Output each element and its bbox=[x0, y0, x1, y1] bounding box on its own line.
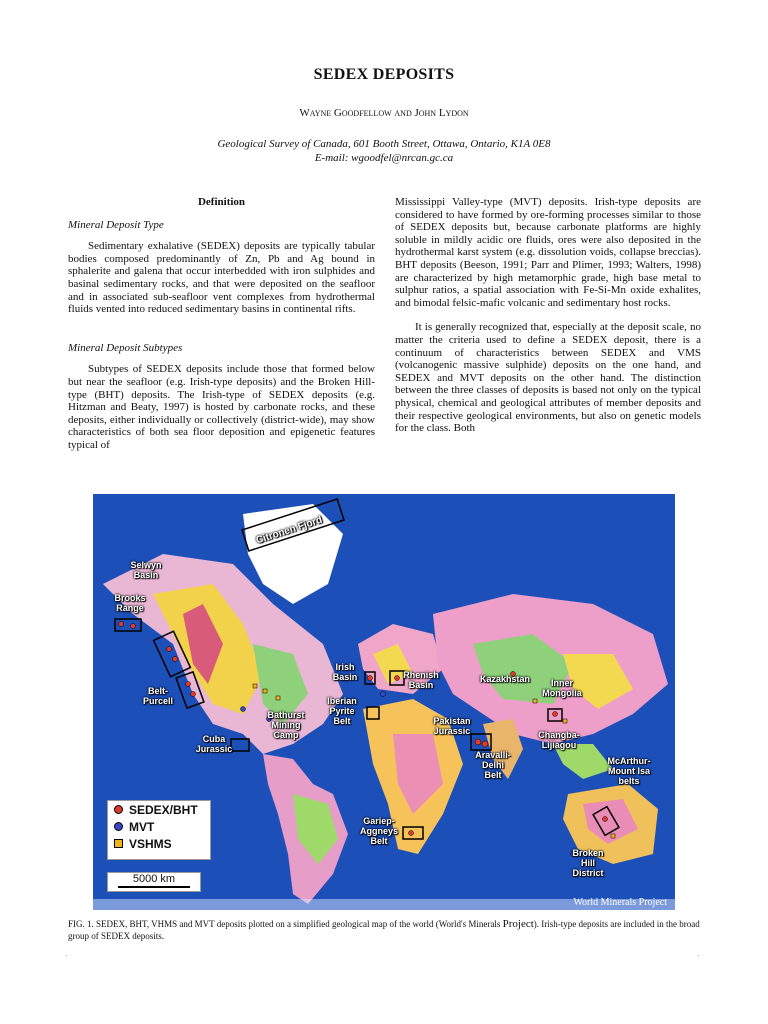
map-label-changba: Changba-Lijiagou bbox=[538, 730, 580, 750]
map-label-irish: Irish Basin bbox=[332, 662, 358, 682]
paper-title: SEDEX DEPOSITS bbox=[313, 66, 455, 83]
map-credit: World Minerals Project bbox=[573, 897, 667, 908]
map-label-bathurst: Bathurst Mining Camp bbox=[267, 710, 305, 740]
section-heading-definition: Definition bbox=[197, 196, 246, 208]
paper-authors: Wayne Goodfellow and John Lydon bbox=[299, 107, 469, 119]
page-mark-left: . bbox=[66, 952, 68, 958]
map-label-selwyn: Selwyn Basin bbox=[130, 560, 162, 580]
caption-project: Project bbox=[502, 918, 534, 930]
scale-line bbox=[118, 886, 190, 888]
caption-part1: FIG. 1. SEDEX, BHT, VHMS and MVT deposits plotted on a simplified geological map of the world (World's Minerals bbox=[68, 919, 503, 929]
map-label-broken-hill: Broken Hill District bbox=[572, 848, 604, 878]
vshms-marker-icon bbox=[114, 839, 123, 848]
paragraph-deposit-type: Sedimentary exhalative (SEDEX) deposits are typically tabular bodies composed predominantly of Zn, Pb and Ag bound in sphalerite and galena that occur interbedded with iron sulphides and basinal sedimentary rocks, and that were deposited on the seafloor and in associated sub-seafloor vent complexes from hydrothermal fluids vented into reduced sedimentary basins in continental rifts. bbox=[68, 240, 375, 316]
map-label-mcarthur: McArthur-Mount Isa belts bbox=[607, 756, 651, 786]
map-label-inner-mongolia: Inner Mongolia bbox=[542, 678, 582, 698]
sedex-marker-icon bbox=[114, 805, 123, 814]
subheading-mineral-deposit-type: Mineral Deposit Type bbox=[68, 218, 164, 231]
right-column bbox=[395, 196, 701, 447]
legend-mvt-label: MVT bbox=[129, 819, 155, 834]
map-label-kazakhstan: Kazakhstan bbox=[479, 674, 531, 684]
legend-vshms-label: VSHMS bbox=[129, 836, 172, 851]
page-mark-right: . bbox=[698, 952, 700, 958]
paper-affiliation bbox=[0, 137, 768, 165]
map-legend bbox=[107, 800, 211, 860]
paragraph-deposit-subtypes: Subtypes of SEDEX deposits include those that formed below but near the seafloor (e.g. Irish-type deposits) and the Broken Hill-type (BHT) deposits. The Irish-type of SEDEX deposits (e.g. Hitzman and Beaty, 1997) is hosted by carbonate rocks, and these deposits, either individually or collectively (district-wide), may show characteristics of both sea floor deposition and epigenetic features typical of bbox=[68, 363, 375, 451]
paragraph-mvt-continued: Mississippi Valley-type (MVT) deposits. Irish-type deposits are considered to have formed by ore-forming processes similar to those of SEDEX deposits but, because carbonate platforms are highly soluble in mildly acidic ore fluids, ores were also deposited in the hydrothermal karst system (e.g. dissolution voids, collapse breccias). BHT deposits (Beeson, 1991; Parr and Plimer, 1993; Walters, 1998) are characterized by high metamorphic grade, high base metal to sulphur ratios, a spatial association with Fe-Si-Mn oxide exhalites, and bimodal felsic-mafic volcanic and sedimentary host rocks. bbox=[395, 196, 701, 309]
map-scale-bar bbox=[107, 872, 201, 892]
legend-sedex-label: SEDEX/BHT bbox=[129, 802, 198, 817]
left-column bbox=[68, 196, 375, 464]
map-label-aravalli: Aravalli-Delhi Belt bbox=[475, 750, 511, 780]
legend-sedex bbox=[108, 801, 210, 818]
paragraph-continuum: It is generally recognized that, especially at the deposit scale, no matter the criteria used to define a SEDEX deposit, there is a continuum of characteristics between SEDEX and VMS (volcanogenic massive sulphide) deposits on the one hand, and SEDEX and MVT deposits on the other hand. The distinction between the three classes of deposits is based not only on the typical physical, chemical and geological attributes of member deposits and their respective geological environments, but also on genetic models for the class. Both bbox=[395, 321, 701, 435]
subheading-mineral-deposit-subtypes: Mineral Deposit Subtypes bbox=[68, 341, 183, 354]
affiliation-address: Geological Survey of Canada, 601 Booth Street, Ottawa, Ontario, K1A 0E8 bbox=[217, 138, 551, 150]
affiliation-email: E-mail: wgoodfel@nrcan.gc.ca bbox=[314, 152, 454, 164]
legend-vshms bbox=[108, 835, 210, 852]
scale-label: 5000 km bbox=[132, 873, 176, 885]
figure-caption bbox=[68, 919, 701, 942]
mvt-marker-icon bbox=[114, 822, 123, 831]
map-label-cuba: Cuba Jurassic bbox=[195, 734, 233, 754]
map-label-rhenish: Rhenish Basin bbox=[403, 670, 439, 690]
map-label-brooks: Brooks Range bbox=[114, 593, 146, 613]
map-label-citronen: Citronen Fjord bbox=[254, 514, 324, 547]
map-label-iberian: Iberian Pyrite Belt bbox=[327, 696, 357, 726]
legend-mvt bbox=[108, 818, 210, 835]
map-label-belt: Belt-Purcell bbox=[142, 686, 173, 706]
caption-part2: ). Irish-type deposits are included in the broad group of SEDEX deposits. bbox=[68, 919, 700, 941]
map-label-pakistan: Pakistan Jurassic bbox=[433, 716, 471, 736]
map-label-gariep: Gariep-Aggneys Belt bbox=[359, 816, 398, 846]
